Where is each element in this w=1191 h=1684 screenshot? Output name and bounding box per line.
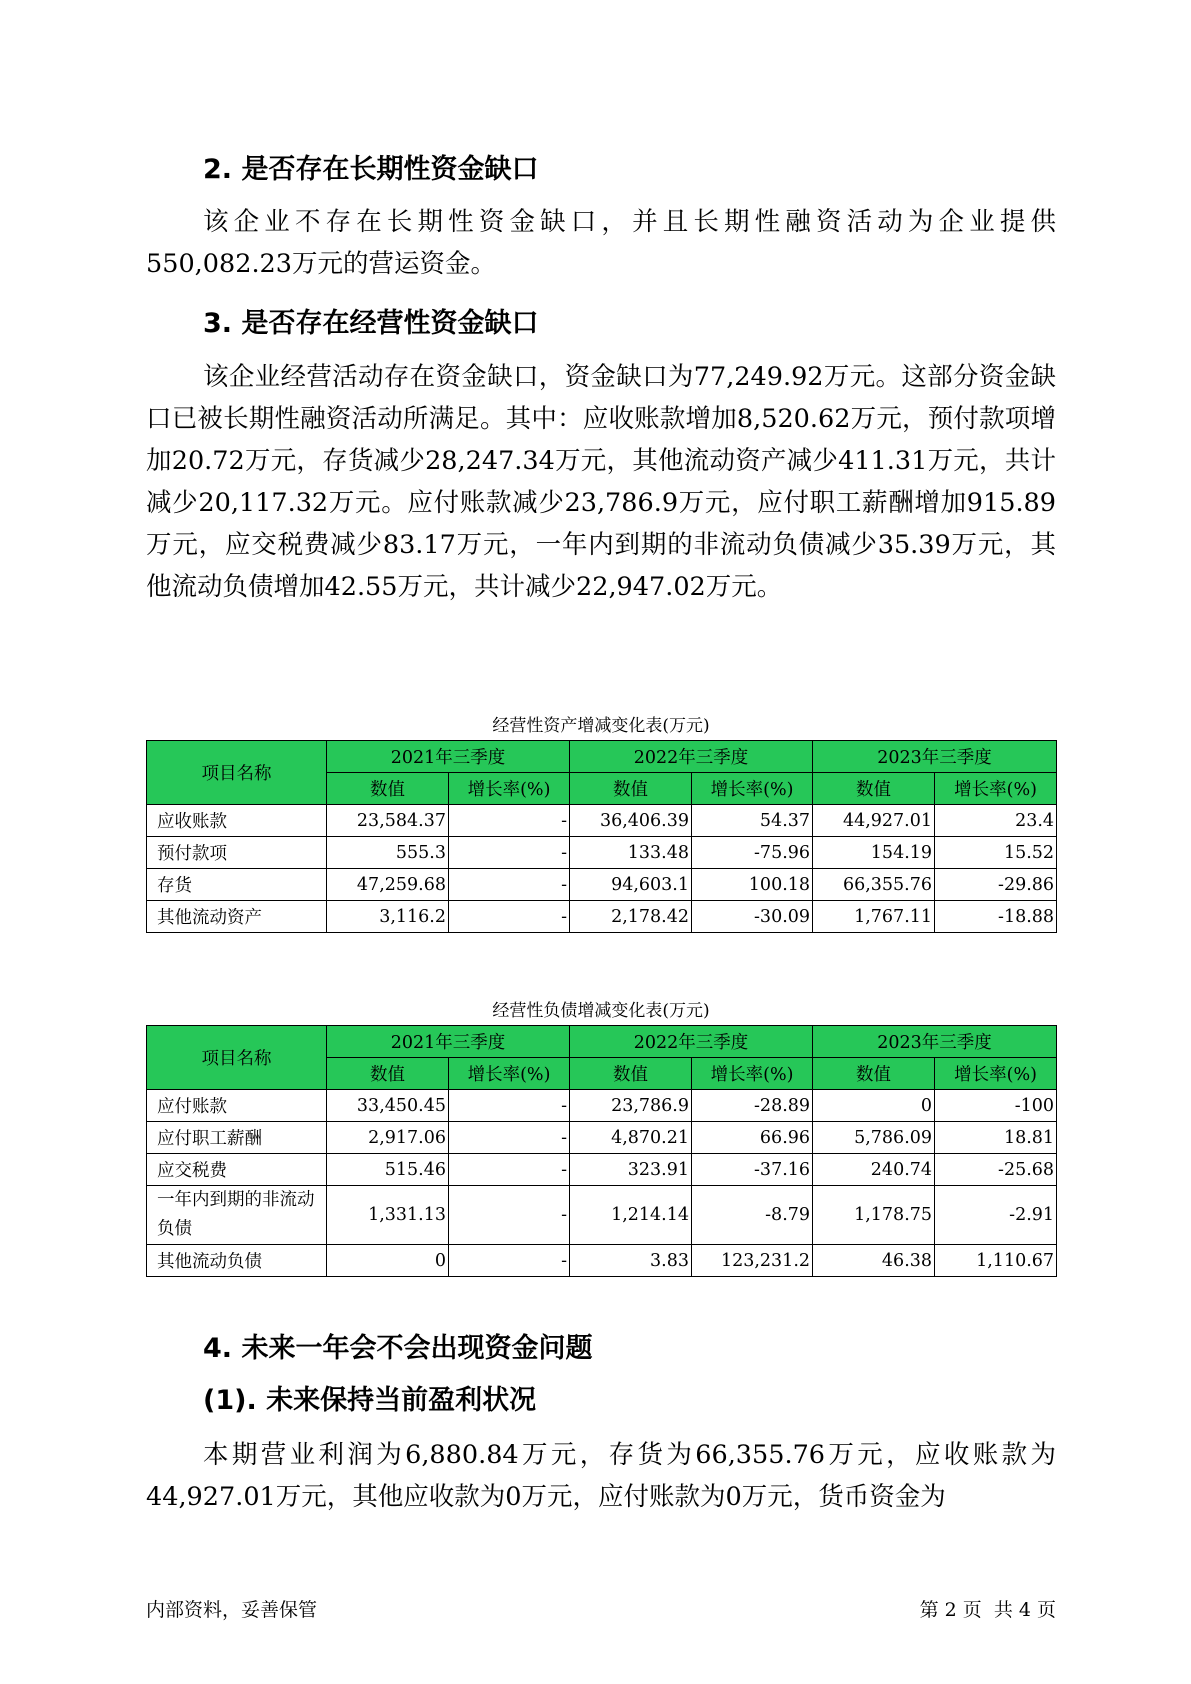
value-cell: 36,406.39 [570,805,692,837]
value-cell: 240.74 [813,1154,935,1186]
header-value: 数值 [570,1058,692,1090]
value-cell: 33,450.45 [327,1090,449,1122]
table-row [147,1245,1057,1277]
paragraph-section-2: 该企业不存在长期性资金缺口，并且长期性融资活动为企业提供550,082.23万元的营运资金。 [146,207,1056,279]
table-row [147,1122,1057,1154]
value-cell: 1,178.75 [813,1186,935,1245]
row-label: 预付款项 [147,837,327,869]
growth-cell: 15.52 [935,837,1057,869]
header-growth: 增长率(%) [935,1058,1057,1090]
paragraph-section-4-1: 本期营业利润为6,880.84万元，存货为66,355.76万元，应收账款为44,927.01万元，其他应收款为0万元，应付账款为0万元，货币资金为 [146,1440,1056,1512]
table-row [147,1090,1057,1122]
growth-cell: -25.68 [935,1154,1057,1186]
growth-cell: -37.16 [692,1154,813,1186]
value-cell: 323.91 [570,1154,692,1186]
growth-cell: -30.09 [692,901,813,933]
header-growth: 增长率(%) [449,1058,570,1090]
growth-cell: - [449,901,570,933]
growth-cell: -18.88 [935,901,1057,933]
header-value: 数值 [813,773,935,805]
footer-page-number: 第 2 页 共 4 页 [919,1599,1056,1621]
header-period-2021: 2021年三季度 [327,741,570,773]
subheading-section-4-1: (1). 未来保持当前盈利状况 [203,1385,537,1416]
value-cell: 3,116.2 [327,901,449,933]
heading-section-2: 2. 是否存在长期性资金缺口 [203,154,539,185]
growth-cell: -28.89 [692,1090,813,1122]
growth-cell: - [449,1154,570,1186]
header-period-2022: 2022年三季度 [570,741,813,773]
value-cell: 66,355.76 [813,869,935,901]
growth-cell: - [449,805,570,837]
header-growth: 增长率(%) [692,773,813,805]
header-growth: 增长率(%) [692,1058,813,1090]
header-period-2023: 2023年三季度 [813,1026,1057,1058]
growth-cell: 100.18 [692,869,813,901]
header-period-2021: 2021年三季度 [327,1026,570,1058]
growth-cell: - [449,837,570,869]
value-cell: 94,603.1 [570,869,692,901]
value-cell: 0 [327,1245,449,1277]
value-cell: 23,786.9 [570,1090,692,1122]
table-row [147,1186,1057,1245]
growth-cell: 23.4 [935,805,1057,837]
table-row [147,805,1057,837]
table-assets-change [146,740,1057,933]
value-cell: 3.83 [570,1245,692,1277]
row-label: 其他流动负债 [147,1245,327,1277]
growth-cell: - [449,1186,570,1245]
value-cell: 515.46 [327,1154,449,1186]
heading-section-3: 3. 是否存在经营性资金缺口 [203,308,539,339]
value-cell: 555.3 [327,837,449,869]
growth-cell: 18.81 [935,1122,1057,1154]
growth-cell: - [449,1090,570,1122]
header-growth: 增长率(%) [449,773,570,805]
row-label: 存货 [147,869,327,901]
header-value: 数值 [327,1058,449,1090]
paragraph-section-3: 该企业经营活动存在资金缺口，资金缺口为77,249.92万元。这部分资金缺口已被长期性融资活动所满足。其中：应收账款增加8,520.62万元，预付款项增加20.72万元，存货减少28,247.34万元，其他流动资产减少411.31万元，共计减少20,117.32万元。应付账款减少23,786.9万元，应付职工薪酬增加915.89万元，应交税费减少83.17万元，一年内到期的非流动负债减少35.39万元，其他流动负债增加42.55万元，共计减少22,947.02万元。 [146,362,1056,602]
table-row [147,1154,1057,1186]
growth-cell: - [449,1245,570,1277]
value-cell: 2,178.42 [570,901,692,933]
growth-cell: 66.96 [692,1122,813,1154]
row-label: 应付账款 [147,1090,327,1122]
growth-cell: 1,110.67 [935,1245,1057,1277]
header-item-name: 项目名称 [147,741,327,805]
growth-cell: -75.96 [692,837,813,869]
value-cell: 4,870.21 [570,1122,692,1154]
growth-cell: -29.86 [935,869,1057,901]
row-label: 应付职工薪酬 [147,1122,327,1154]
value-cell: 23,584.37 [327,805,449,837]
growth-cell: - [449,1122,570,1154]
value-cell: 1,214.14 [570,1186,692,1245]
table-row [147,837,1057,869]
growth-cell: -2.91 [935,1186,1057,1245]
table-liabilities-change [146,1025,1057,1277]
heading-section-4: 4. 未来一年会不会出现资金问题 [203,1333,593,1364]
header-value: 数值 [813,1058,935,1090]
header-item-name: 项目名称 [147,1026,327,1090]
row-label: 应收账款 [147,805,327,837]
value-cell: 46.38 [813,1245,935,1277]
value-cell: 133.48 [570,837,692,869]
table-caption-assets: 经营性资产增减变化表(万元) [492,716,710,736]
header-period-2023: 2023年三季度 [813,741,1057,773]
value-cell: 44,927.01 [813,805,935,837]
value-cell: 47,259.68 [327,869,449,901]
table-caption-liabilities: 经营性负债增减变化表(万元) [492,1001,710,1021]
growth-cell: 54.37 [692,805,813,837]
footer-confidential-note: 内部资料，妥善保管 [146,1599,318,1621]
header-growth: 增长率(%) [935,773,1057,805]
row-label: 一年内到期的非流动负债 [147,1186,327,1245]
row-label: 其他流动资产 [147,901,327,933]
table-row [147,901,1057,933]
growth-cell: -8.79 [692,1186,813,1245]
header-value: 数值 [327,773,449,805]
header-period-2022: 2022年三季度 [570,1026,813,1058]
value-cell: 154.19 [813,837,935,869]
growth-cell: -100 [935,1090,1057,1122]
value-cell: 2,917.06 [327,1122,449,1154]
value-cell: 0 [813,1090,935,1122]
table-row [147,869,1057,901]
value-cell: 5,786.09 [813,1122,935,1154]
growth-cell: - [449,869,570,901]
growth-cell: 123,231.2 [692,1245,813,1277]
value-cell: 1,767.11 [813,901,935,933]
value-cell: 1,331.13 [327,1186,449,1245]
header-value: 数值 [570,773,692,805]
row-label: 应交税费 [147,1154,327,1186]
